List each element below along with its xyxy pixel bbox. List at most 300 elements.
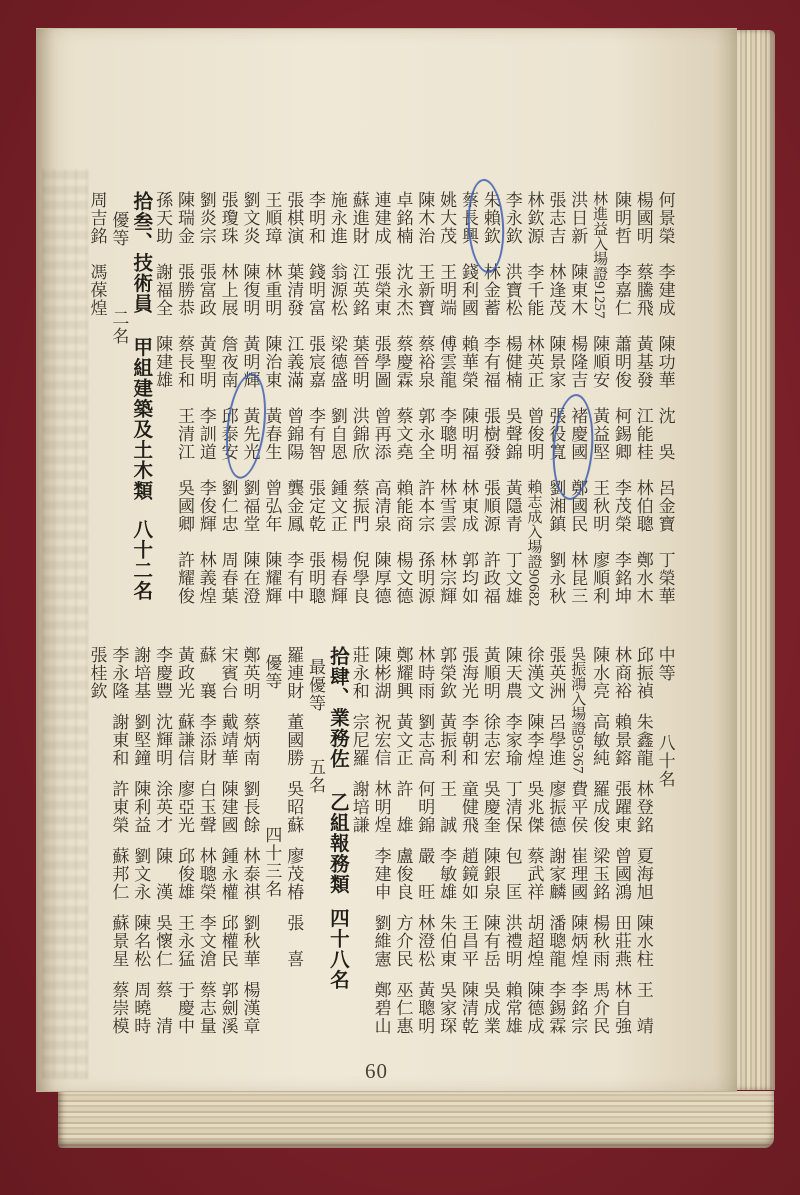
name-entry: 陳明福 [459, 407, 478, 461]
section-header-segment: 乙組報務類 [326, 792, 348, 895]
name-column [195, 646, 215, 1076]
name-entry: 吳慶奎 [480, 780, 500, 834]
grade-label-column [304, 646, 324, 1076]
name-entry: 蔡武祥 [524, 847, 544, 901]
name-entry: 羅連財 [284, 646, 304, 700]
name-entry: 劉文炎 [240, 191, 260, 245]
name-entry: 林雪雲 [437, 479, 457, 533]
name-entry: 朱伯東 [437, 914, 457, 968]
name-entry: 黃春生 [262, 407, 282, 461]
name-entry: 張棋演 [284, 191, 304, 245]
name-entry: 蘇邦仁 [109, 847, 129, 901]
cert-entry: 吳振鴻入場證95367 [569, 646, 586, 774]
name-entry: 林商裕 [611, 646, 631, 700]
grade-label-segment: 優等 [262, 654, 282, 690]
name-entry: 黃文正 [393, 713, 413, 767]
name-entry: 黃聰明 [415, 981, 435, 1035]
name-entry: 蔡 清 [153, 981, 173, 1035]
grade-label-segment: 中等 [655, 646, 675, 682]
name-entry: 謝福全 [153, 263, 173, 317]
name-entry: 陳瑞金 [174, 191, 194, 245]
name-entry: 劉志高 [415, 713, 435, 767]
name-entry: 楊隆吉 [568, 335, 588, 389]
circled-name-entry: 朱賴欽 [480, 191, 500, 245]
name-entry: 廖茂椿 [284, 847, 304, 901]
name-entry: 梁德盛 [327, 335, 347, 389]
name-entry: 蔡崇模 [109, 981, 129, 1035]
name-entry: 黃益堅 [590, 407, 610, 461]
name-entry: 楊秋雨 [590, 914, 610, 968]
name-entry: 王 靖 [633, 981, 653, 1035]
name-entry: 葉晉明 [349, 335, 369, 389]
name-column [413, 191, 433, 641]
name-column [566, 646, 586, 1076]
name-entry: 盧俊良 [393, 847, 413, 901]
grade-label-segment: 五名 [306, 758, 326, 794]
name-entry: 蔡志量 [196, 981, 216, 1035]
name-entry: 王秋明 [590, 479, 610, 533]
name-column [610, 646, 630, 1076]
name-entry: 李永隆 [109, 646, 129, 700]
name-entry: 張定乾 [306, 479, 326, 533]
name-entry: 何明錦 [415, 780, 435, 834]
name-entry: 錢利國 [459, 263, 478, 317]
name-entry: 呂學進 [546, 713, 566, 767]
name-entry: 曾錦陽 [284, 407, 304, 461]
name-column [544, 646, 564, 1076]
name-entry: 費平侯 [568, 780, 588, 834]
name-entry: 陳木治 [415, 191, 435, 245]
name-entry: 郭均如 [459, 551, 478, 605]
name-column [391, 646, 411, 1076]
name-entry: 蔡騰飛 [633, 263, 653, 317]
name-entry: 林時雨 [415, 646, 435, 700]
name-entry: 蘇景星 [109, 914, 129, 968]
name-entry: 許本宗 [415, 479, 435, 533]
name-entry: 蘇進財 [349, 191, 369, 245]
circled-name-entry: 黃先光 [240, 407, 260, 461]
section-header-segment: 四十八名 [326, 908, 348, 990]
name-entry: 張榮東 [371, 263, 391, 317]
name-entry: 廖亞光 [174, 780, 194, 834]
name-entry: 羅成俊 [590, 780, 610, 834]
name-entry: 戴靖華 [218, 713, 238, 767]
name-entry: 張躍東 [611, 780, 631, 834]
name-entry: 張 喜 [284, 914, 304, 968]
name-entry: 莊永和 [349, 646, 369, 700]
name-entry: 洪錦欣 [349, 407, 369, 461]
name-entry: 龔金鳳 [284, 479, 304, 533]
name-entry: 黃基發 [633, 335, 653, 389]
name-entry: 鄭英明 [240, 646, 260, 700]
name-entry: 張役寬 [546, 407, 566, 461]
name-entry: 廖順利 [590, 551, 610, 605]
name-entry: 郭永全 [415, 407, 435, 461]
name-entry: 楊春輝 [327, 551, 347, 605]
name-entry: 陳德成 [524, 981, 544, 1035]
name-entry: 馮葆煌 [87, 263, 107, 317]
name-entry: 張學圖 [371, 335, 391, 389]
name-entry: 林逢茂 [546, 263, 566, 317]
name-column [173, 191, 193, 641]
name-entry: 賴常雄 [502, 981, 522, 1035]
name-entry: 鍾文正 [327, 479, 347, 533]
name-entry: 陳建國 [218, 780, 238, 834]
name-entry: 趙鏡如 [459, 847, 478, 901]
name-entry: 林伯聰 [633, 479, 653, 533]
name-entry: 林泰祺 [240, 847, 260, 901]
name-entry: 胡超煌 [524, 914, 544, 968]
name-entry: 林英正 [524, 335, 544, 389]
name-entry: 李銘坤 [611, 551, 631, 605]
name-entry: 張宸嘉 [306, 335, 326, 389]
bottom-page-stack [58, 1091, 774, 1148]
name-entry: 吳懷仁 [153, 914, 173, 968]
name-entry: 江英銘 [349, 263, 369, 317]
name-entry: 方介民 [393, 914, 413, 968]
name-entry: 夏海旭 [633, 847, 653, 901]
name-entry: 陳東木 [568, 263, 588, 317]
name-entry: 楊文德 [393, 551, 413, 605]
name-column [501, 191, 521, 641]
name-entry: 陳名松 [131, 914, 151, 968]
name-entry: 李嘉仁 [611, 263, 631, 317]
name-column [217, 646, 237, 1076]
name-entry: 傅雲龍 [437, 335, 457, 389]
section-header-segment: 八十二名 [130, 519, 152, 601]
name-entry: 林明煌 [371, 780, 391, 834]
name-entry: 張英洲 [546, 646, 566, 700]
name-entry: 李建申 [371, 847, 391, 901]
name-entry: 何景榮 [655, 191, 675, 245]
name-column [588, 646, 608, 1076]
name-column [632, 191, 652, 641]
name-entry: 陳彬湖 [371, 646, 391, 700]
name-entry: 翁源松 [327, 263, 347, 317]
name-entry: 劉仁忠 [218, 479, 238, 533]
grade-label-column [654, 646, 674, 1076]
name-entry: 陳耀輝 [262, 551, 282, 605]
name-entry: 陳水柱 [633, 914, 653, 968]
name-entry: 林金蓄 [480, 263, 500, 317]
fore-edge-pages [737, 30, 775, 1090]
section-header-segment: 甲組建築及土木類 [130, 337, 152, 501]
name-entry: 黃順明 [480, 646, 500, 700]
name-entry: 祝宏信 [371, 713, 391, 767]
name-column [86, 191, 106, 641]
name-entry: 黃隱青 [502, 479, 522, 533]
name-entry: 許耀俊 [174, 551, 194, 605]
name-entry: 詹夜南 [218, 335, 238, 389]
name-entry: 沈 吳 [655, 407, 675, 461]
name-entry: 連建成 [371, 191, 391, 245]
name-entry: 王順璋 [262, 191, 282, 245]
name-entry: 丁文雄 [502, 551, 522, 605]
name-entry: 徐志宏 [480, 713, 500, 767]
name-column [523, 646, 543, 1076]
grade-label-column [260, 646, 280, 1076]
name-entry: 李慶豐 [153, 646, 173, 700]
name-entry: 許政福 [480, 551, 500, 605]
name-entry: 卓銘楠 [393, 191, 413, 245]
name-entry: 陳利益 [131, 780, 151, 834]
name-column [151, 646, 171, 1076]
name-column [86, 646, 106, 1076]
name-entry: 邱俊雄 [174, 847, 194, 901]
name-entry: 李有福 [480, 335, 500, 389]
name-entry: 李敏雄 [437, 847, 457, 901]
grade-label-segment: 二名 [109, 309, 129, 345]
name-entry: 江義滿 [284, 335, 304, 389]
name-entry: 陳厚德 [371, 551, 391, 605]
name-entry: 賴景鎔 [611, 713, 631, 767]
name-entry: 白玉聲 [196, 780, 216, 834]
name-column [632, 646, 652, 1076]
section-header-segment: 拾肆、業務佐 [326, 646, 348, 769]
name-column [391, 191, 411, 641]
name-entry: 吳家琛 [437, 981, 457, 1035]
name-entry: 曾國鴻 [611, 847, 631, 901]
grade-label-segment: 四十三名 [262, 826, 282, 898]
name-entry: 柯錫卿 [611, 407, 631, 461]
name-entry: 蔡文堯 [393, 407, 413, 461]
name-entry: 倪學良 [349, 551, 369, 605]
name-column [370, 646, 390, 1076]
name-entry: 賴華榮 [459, 335, 478, 389]
name-entry: 陳治東 [262, 335, 282, 389]
name-entry: 周曉時 [131, 981, 151, 1035]
name-entry: 王永猛 [174, 914, 194, 968]
name-entry: 劉文永 [131, 847, 151, 901]
name-entry: 鄭水木 [633, 551, 653, 605]
name-column [129, 646, 149, 1076]
name-entry: 王新寶 [415, 263, 435, 317]
name-entry: 李銘宗 [568, 981, 588, 1035]
name-entry: 陳銀泉 [480, 847, 500, 901]
name-entry: 林欽源 [524, 191, 544, 245]
name-entry: 蔡長興 [459, 191, 478, 245]
name-entry: 林澄松 [415, 914, 435, 968]
name-entry: 涂英才 [153, 780, 173, 834]
name-entry: 黃明輝 [240, 335, 260, 389]
name-entry: 周春葉 [218, 551, 238, 605]
name-entry: 崔理國 [568, 847, 588, 901]
name-entry: 洪禮明 [502, 914, 522, 968]
name-entry: 黃振利 [437, 713, 457, 767]
name-entry: 田莊燕 [611, 914, 631, 968]
section-header-segment: 拾叁、技術員 [130, 191, 152, 314]
name-entry: 蔡振門 [349, 479, 369, 533]
name-entry: 宋賓台 [218, 646, 238, 700]
name-column [239, 646, 259, 1076]
cert-entry: 林進益入場證91257 [591, 191, 608, 319]
name-entry: 陳 漢 [153, 847, 173, 901]
name-entry: 包 匡 [502, 847, 522, 901]
name-entry: 黃政光 [174, 646, 194, 700]
name-entry: 賴能商 [393, 479, 413, 533]
name-entry: 李有智 [306, 407, 326, 461]
name-entry: 劉永秋 [546, 551, 566, 605]
name-entry: 楊國明 [633, 191, 653, 245]
name-entry: 王明端 [437, 263, 457, 317]
name-column [151, 191, 171, 641]
grade-label-segment: 優等 [109, 211, 129, 247]
bleed-through-text [42, 169, 88, 1079]
name-entry: 馬介民 [590, 981, 610, 1035]
name-entry: 洪日新 [568, 191, 588, 245]
name-entry: 陳有岳 [480, 914, 500, 968]
name-column [173, 646, 193, 1076]
name-entry: 廖振德 [546, 780, 566, 834]
name-entry: 鄭碧山 [371, 981, 391, 1035]
name-column [370, 191, 390, 641]
name-entry: 孫天助 [153, 191, 173, 245]
name-entry: 楊健楠 [502, 335, 522, 389]
name-entry: 葉清發 [284, 263, 304, 317]
name-entry: 林重明 [262, 263, 282, 317]
name-entry: 周吉銘 [87, 191, 107, 245]
name-entry: 鄭國民 [568, 479, 588, 533]
name-entry: 江能桂 [633, 407, 653, 461]
name-entry: 陳復明 [240, 263, 260, 317]
name-column [282, 646, 302, 1076]
name-entry: 謝東和 [109, 713, 129, 767]
name-entry: 劉福堂 [240, 479, 260, 533]
name-entry: 李千能 [524, 263, 544, 317]
name-entry: 張明聰 [306, 551, 326, 605]
name-column [654, 191, 674, 641]
name-column [348, 191, 368, 641]
name-entry: 邱泰安 [218, 407, 238, 461]
name-entry: 李俊輝 [196, 479, 216, 533]
name-entry: 于慶中 [174, 981, 194, 1035]
name-entry: 蔡慶霖 [393, 335, 413, 389]
name-entry: 劉秋華 [240, 914, 260, 968]
name-entry: 張志吉 [546, 191, 566, 245]
name-entry: 曾再添 [371, 407, 391, 461]
name-entry: 林登銘 [633, 780, 653, 834]
name-entry: 施永進 [327, 191, 347, 245]
name-entry: 林聰榮 [196, 847, 216, 901]
name-entry: 吳聲錦 [502, 407, 522, 461]
name-column [107, 646, 127, 1076]
name-entry: 李訓道 [196, 407, 216, 461]
page-number: 60 [365, 1059, 388, 1083]
name-entry: 陳順安 [590, 335, 610, 389]
name-entry: 宗尼羅 [349, 713, 369, 767]
name-entry: 李永欽 [502, 191, 522, 245]
name-entry: 楊漢章 [240, 981, 260, 1035]
name-entry: 陳李煌 [524, 713, 544, 767]
name-column [282, 191, 302, 641]
name-entry: 劉炎宗 [196, 191, 216, 245]
name-entry: 郭榮欽 [437, 646, 457, 700]
name-entry: 呂金寶 [655, 479, 675, 533]
name-entry: 陳景家 [546, 335, 566, 389]
name-entry: 陳天農 [502, 646, 522, 700]
name-entry: 張富政 [196, 263, 216, 317]
name-entry: 林自強 [611, 981, 631, 1035]
name-entry: 陳明哲 [611, 191, 631, 245]
name-entry: 陳清乾 [459, 981, 478, 1035]
name-column [501, 646, 521, 1076]
name-entry: 王 誠 [437, 780, 457, 834]
name-entry: 張桂欽 [87, 646, 107, 700]
name-entry: 李錫霖 [546, 981, 566, 1035]
name-entry: 謝培謙 [349, 780, 369, 834]
name-entry: 林宗輝 [437, 551, 457, 605]
name-entry: 姚大茂 [437, 191, 457, 245]
name-entry: 丁清保 [502, 780, 522, 834]
name-entry: 沈永杰 [393, 263, 413, 317]
name-entry: 曾弘年 [262, 479, 282, 533]
name-entry: 陳炳煌 [568, 914, 588, 968]
name-entry: 李添財 [196, 713, 216, 767]
name-entry: 陳建雄 [153, 335, 173, 389]
name-entry: 李朝和 [459, 713, 478, 767]
name-entry: 王昌平 [459, 914, 478, 968]
name-entry: 邱權民 [218, 914, 238, 968]
name-entry: 吳國卿 [174, 479, 194, 533]
name-column [523, 191, 543, 641]
name-entry: 蔡裕泉 [415, 335, 435, 389]
name-entry: 李聰明 [437, 407, 457, 461]
name-entry: 陳在澄 [240, 551, 260, 605]
name-entry: 高敏純 [590, 713, 610, 767]
name-entry: 吳成業 [480, 981, 500, 1035]
name-entry: 吳昭蘇 [284, 780, 304, 834]
name-entry: 張樹發 [480, 407, 500, 461]
name-entry: 徐漢文 [524, 646, 544, 700]
name-entry: 林昆三 [568, 551, 588, 605]
name-entry: 蘇謙信 [174, 713, 194, 767]
name-entry: 張瓊珠 [218, 191, 238, 245]
name-entry: 黃聖明 [196, 335, 216, 389]
name-entry: 李文滄 [196, 914, 216, 968]
name-column [413, 646, 433, 1076]
name-entry: 高清泉 [371, 479, 391, 533]
name-entry: 蕭明俊 [611, 335, 631, 389]
name-entry: 巫仁惠 [393, 981, 413, 1035]
name-entry: 丁榮華 [655, 551, 675, 605]
name-entry: 劉湘鎮 [546, 479, 566, 533]
name-entry: 童健飛 [459, 780, 478, 834]
name-entry: 謝培基 [131, 646, 151, 700]
name-entry: 郭劍溪 [218, 981, 238, 1035]
name-column [435, 191, 455, 641]
name-entry: 李建成 [655, 263, 675, 317]
grade-label-column [107, 191, 127, 641]
name-entry: 邱振禎 [633, 646, 653, 700]
name-entry: 李有中 [284, 551, 304, 605]
grade-label-segment: 八十名 [655, 734, 675, 788]
name-entry: 李家瑜 [502, 713, 522, 767]
name-entry: 蘇 襄 [196, 646, 216, 700]
name-column [195, 191, 215, 641]
name-entry: 沈輝明 [153, 713, 173, 767]
name-entry: 謝家麟 [546, 847, 566, 901]
cert-entry: 賴志成入場證90682 [525, 479, 542, 607]
name-entry: 梁玉銘 [590, 847, 610, 901]
name-column [479, 646, 499, 1076]
name-entry: 林東成 [459, 479, 478, 533]
name-entry: 李明和 [306, 191, 326, 245]
name-entry: 劉維憲 [371, 914, 391, 968]
name-entry: 劉堅鐘 [131, 713, 151, 767]
name-entry: 林義煌 [196, 551, 216, 605]
name-entry: 許東榮 [109, 780, 129, 834]
name-entry: 王清江 [174, 407, 194, 461]
